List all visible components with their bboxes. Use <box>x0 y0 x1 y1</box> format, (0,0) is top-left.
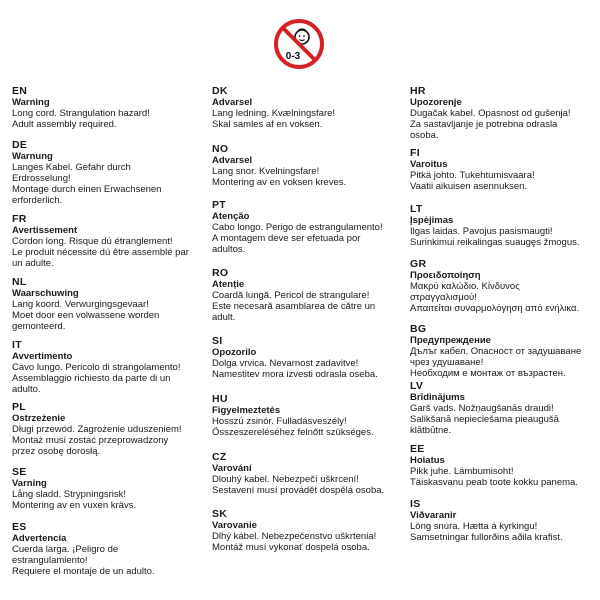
warning-block-no <box>212 143 402 199</box>
warning-block-si <box>212 335 402 393</box>
warning-text: Lang snor. Kvelningsfare! Montering av en voksen kreves. <box>212 166 347 188</box>
language-code: RO <box>212 267 229 279</box>
warning-text: Pikk juhe. Lämbumisoht! Täiskasvanu peab toote kokku panema. <box>410 466 578 488</box>
warning-text: Garš vads. Nožņaugšanās draudi! Salikšanā nepieciešama pieaugušā klātbūtne. <box>410 403 559 436</box>
warning-text: Dlouhý kabel. Nebezpečí uškrcení! Sestavení musí provádět dospělá osoba. <box>212 474 385 496</box>
language-code: HU <box>212 393 228 405</box>
warning-text: Ilgas laidas. Pavojus pasismaugti! Surinkimui reikalingas suaugęs žmogus. <box>410 226 580 248</box>
warning-block-bg <box>410 323 600 380</box>
warning-block-hu <box>212 393 402 451</box>
warning-column-2 <box>212 85 402 558</box>
warning-title: Varning <box>12 478 47 489</box>
warning-block-lt <box>410 203 600 258</box>
warning-text: Cuerda larga. ¡Peligro de estrangulamiento! Requiere el montaje de un adulto. <box>12 544 155 577</box>
language-code: LV <box>410 380 424 392</box>
warning-text: Langes Kabel. Gefahr durch Erdrosselung! Montage durch einen Erwachsenen erforderlich. <box>12 162 162 206</box>
warning-title: Atenção <box>212 211 250 222</box>
warning-column-3 <box>410 85 600 548</box>
language-code: FI <box>410 147 420 159</box>
warning-title: Brīdinājums <box>410 392 465 403</box>
language-code: SE <box>12 466 27 478</box>
warning-block-pl <box>12 401 202 466</box>
warning-text: Dolga vrvica. Nevarnost zadavitve! Namestitev mora izvesti odrasla oseba. <box>212 358 378 380</box>
language-code: PT <box>212 199 227 211</box>
warning-title: Warnung <box>12 151 53 162</box>
warning-block-sk <box>212 508 402 558</box>
warning-block-lv <box>410 380 600 443</box>
warning-title: Προειδοποίηση <box>410 270 481 281</box>
language-code: CZ <box>212 451 227 463</box>
language-code: NL <box>12 276 27 288</box>
warning-text: Coardă lungă. Pericol de strangulare! Este necesară asamblarea de către un adult. <box>212 290 376 323</box>
language-code: LT <box>410 203 423 215</box>
warning-block-is <box>410 498 600 548</box>
warning-block-fi <box>410 147 600 203</box>
warning-title: Varoitus <box>410 159 448 170</box>
warning-text: Dlhý kábel. Nebezpečenstvo uškrtenia! Montáž musí vykonať dospelá osoba. <box>212 531 377 553</box>
language-code: IT <box>12 339 22 351</box>
age-range-label: 0-3 <box>285 51 301 62</box>
warning-block-hr <box>410 85 600 147</box>
warning-block-cz <box>212 451 402 508</box>
warning-text: Cordon long. Risque dú étranglement! Le produit nécessite dú être assemblé par un adulte. <box>12 236 189 269</box>
warning-block-gr <box>410 258 600 323</box>
warning-block-nl <box>12 276 202 339</box>
warning-block-es <box>12 521 202 581</box>
warning-title: Varovanie <box>212 520 257 531</box>
warning-text: Cabo longo. Perigo de estrangulamento! A montagem deve ser efetuada por adultos. <box>212 222 383 255</box>
warning-title: Įspėjimas <box>410 215 454 226</box>
warning-title: Figyelmeztetés <box>212 405 281 416</box>
warning-title: Waarschuwing <box>12 288 79 299</box>
warning-title: Opozorilo <box>212 347 257 358</box>
warning-block-ee <box>410 443 600 498</box>
warning-text: Cavo lungo. Pericolo di strangolamento! Assemblaggio richiesto da parte di un adulto. <box>12 362 181 395</box>
language-code: SK <box>212 508 228 520</box>
language-code: ES <box>12 521 27 533</box>
warning-title: Upozorenje <box>410 97 462 108</box>
language-code: DE <box>12 139 28 151</box>
language-code: SI <box>212 335 223 347</box>
language-code: DK <box>212 85 228 97</box>
warning-block-dk <box>212 85 402 143</box>
warning-title: Предупреждение <box>410 335 491 346</box>
language-code: NO <box>212 143 229 155</box>
language-code: EE <box>410 443 425 455</box>
language-code: FR <box>12 213 27 225</box>
warning-title: Viðvaranir <box>410 510 457 521</box>
warning-text: Дълъг кабел. Опасност от задушаване чрез удушаване! Необходим е монтаж от възрастен. <box>410 346 582 379</box>
warning-title: Ostrzeżenie <box>12 413 66 424</box>
warning-title: Avvertimento <box>12 351 73 362</box>
language-code: GR <box>410 258 427 270</box>
warning-column-1 <box>12 85 202 581</box>
warning-block-fr <box>12 213 202 276</box>
warning-text: Lang ledning. Kvælningsfare! Skal samles af en voksen. <box>212 108 336 130</box>
warning-title: Advertencia <box>12 533 67 544</box>
warning-text: Pitkä johto. Tukehtumisvaara! Vaatii aikuisen asennuksen. <box>410 170 535 192</box>
warning-block-se <box>12 466 202 521</box>
warning-block-de <box>12 139 202 213</box>
warning-text: Lång sladd. Strypningsrisk! Montering av en vuxen krävs. <box>12 489 137 511</box>
warning-block-it <box>12 339 202 401</box>
language-code: HR <box>410 85 426 97</box>
warning-block-ro <box>212 267 402 335</box>
warning-block-pt <box>212 199 402 267</box>
language-code: IS <box>410 498 421 510</box>
no-child-0-3-icon <box>273 18 325 70</box>
warning-text: Hosszú zsinór. Fulladásveszély! Összeszereléséhez felnőtt szükséges. <box>212 416 374 438</box>
warning-title: Warning <box>12 97 50 108</box>
warning-text: Μακρύ καλώδιο. Κίνδυνος στραγγαλισμού! Απαιτείται συναρμολόγηση από ενήλικα. <box>410 281 580 314</box>
language-code: BG <box>410 323 427 335</box>
warning-text: Long cord. Strangulation hazard! Adult assembly required. <box>12 108 150 130</box>
warning-text: Lang koord. Verwurgingsgevaar! Moet door een volwassene worden gemonteerd. <box>12 299 160 332</box>
warning-text: Löng snúra. Hætta á kyrkingu! Samsetningar fullorðins aðila krafist. <box>410 521 563 543</box>
warning-text: Długi przewód. Zagrożenie uduszeniem! Montaż musi zostać przeprowadzony przez osobę dorosłą. <box>12 424 182 457</box>
warning-title: Advarsel <box>212 155 253 166</box>
warning-title: Hoiatus <box>410 455 445 466</box>
language-code: EN <box>12 85 28 97</box>
warning-text: Dugačak kabel. Opasnost od gušenja! Za sastavljanje je potrebna odrasla osoba. <box>410 108 571 141</box>
warning-title: Varování <box>212 463 252 474</box>
warning-block-en <box>12 85 202 139</box>
warning-title: Atenție <box>212 279 245 290</box>
warning-title: Avertissement <box>12 225 78 236</box>
language-code: PL <box>12 401 27 413</box>
warning-title: Advarsel <box>212 97 253 108</box>
